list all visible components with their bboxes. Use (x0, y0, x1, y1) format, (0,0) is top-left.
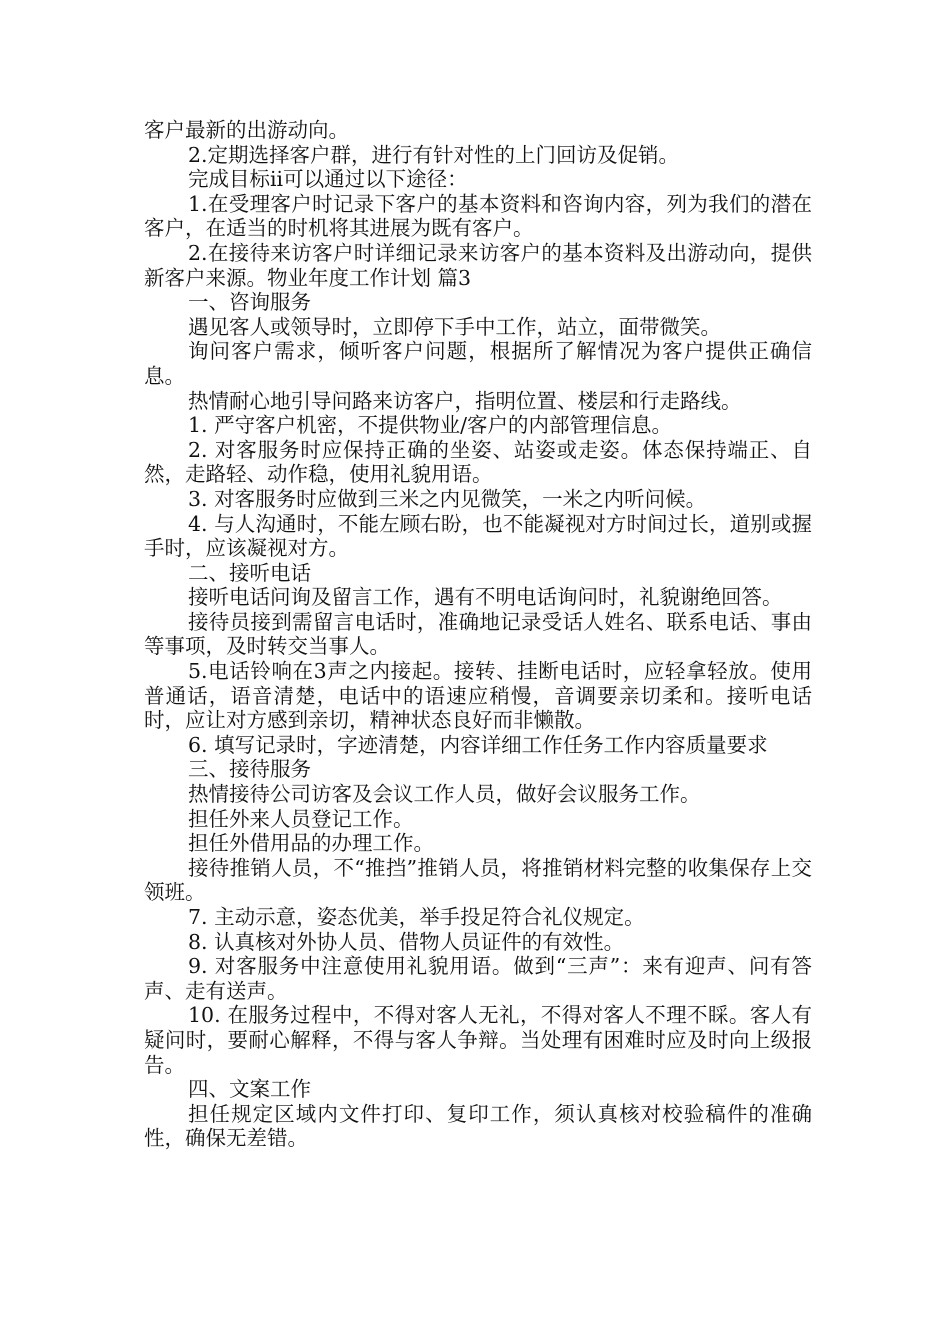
paragraph: 接待推销人员，不“推挡”推销人员，将推销材料完整的收集保存上交领班。 (144, 855, 812, 905)
paragraph: 6. 填写记录时，字迹清楚，内容详细工作任务工作内容质量要求 (188, 732, 768, 757)
paragraph: 担任外来人员登记工作。 (188, 806, 414, 831)
section-heading: 一、咨询服务 (188, 290, 311, 315)
paragraph: 担任外借用品的办理工作。 (188, 831, 434, 856)
paragraph: 8. 认真核对外协人员、借物人员证件的有效性。 (188, 929, 625, 954)
paragraph: 5.电话铃响在3声之内接起。接转、挂断电话时，应轻拿轻放。使用普通话，语音清楚，电话中的语速应稍慢，音调要亲切柔和。接听电话时，应让对方感到亲切，精神状态良好而非懒散。 (144, 659, 812, 733)
paragraph: 2.定期选择客户群，进行有针对性的上门回访及促销。 (188, 142, 680, 167)
paragraph: 询问客户需求，倾听客户问题，根据所了解情况为客户提供正确信息。 (144, 339, 812, 388)
paragraph: 1. 严守客户机密，不提供物业/客户的内部管理信息。 (188, 413, 672, 438)
paragraph: 客户最新的出游动向。 (144, 118, 349, 142)
paragraph: 10. 在服务过程中，不得对客人无礼，不得对客人不理不睬。客人有疑问时，要耐心解释，不得与客人争辩。当处理有困难时应及时向上级报告。 (144, 1003, 812, 1077)
paragraph: 2.在接待来访客户时详细记录来访客户的基本资料及出游动向，提供新客户来源。物业年度工作计划 篇3 (144, 240, 812, 290)
paragraph: 1.在受理客户时记录下客户的基本资料和咨询内容，列为我们的潜在客户，在适当的时机将其进展为既有客户。 (144, 191, 812, 241)
paragraph: 接听电话问询及留言工作，遇有不明电话询问时，礼貌谢绝回答。 (188, 585, 783, 610)
document-body (144, 118, 812, 1151)
paragraph: 3. 对客服务时应做到三米之内见微笑，一米之内听问候。 (188, 486, 707, 511)
paragraph: 7. 主动示意，姿态优美，举手投足符合礼仪规定。 (188, 905, 645, 929)
paragraph: 4. 与人沟通时，不能左顾右盼，也不能凝视对方时间过长，道别或握手时，应该凝视对方。 (144, 511, 812, 561)
paragraph: 担任规定区域内文件打印、复印工作，须认真核对校验稿件的准确性，确保无差错。 (144, 1101, 812, 1151)
paragraph: 热情耐心地引导问路来访客户，指明位置、楼层和行走路线。 (188, 388, 742, 413)
section-heading: 二、接听电话 (188, 560, 311, 585)
paragraph: 热情接待公司访客及会议工作人员，做好会议服务工作。 (188, 782, 701, 807)
paragraph: 遇见客人或领导时，立即停下手中工作，站立，面带微笑。 (188, 314, 721, 339)
paragraph: 9. 对客服务中注意使用礼貌用语。做到“三声”：来有迎声、问有答声、走有送声。 (144, 954, 812, 1003)
paragraph: 接待员接到需留言电话时，准确地记录受话人姓名、联系电话、事由等事项，及时转交当事人。 (144, 609, 812, 659)
section-heading: 四、文案工作 (188, 1077, 311, 1102)
section-heading: 三、接待服务 (188, 757, 311, 782)
paragraph: 完成目标ii可以通过以下途径： (188, 167, 468, 192)
paragraph: 2. 对客服务时应保持正确的坐姿、站姿或走姿。体态保持端正、自然，走路轻、动作稳，使用礼貌用语。 (144, 437, 812, 487)
